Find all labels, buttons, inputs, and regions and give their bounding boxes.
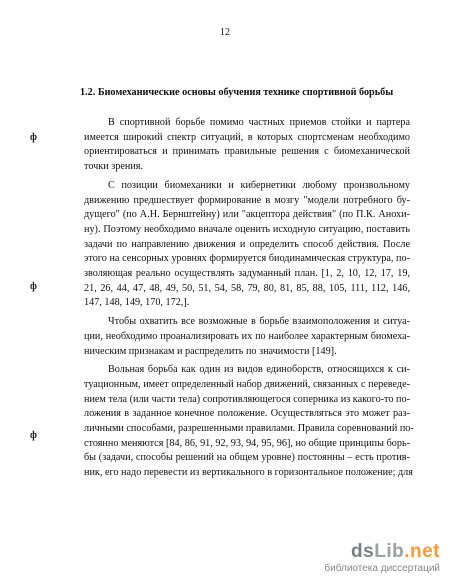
text-line: задачи по направлению движения и определить способ действия. После (84, 238, 410, 250)
body-text (84, 116, 414, 481)
text-line: ническим признакам и распределить по значимости [149]. (84, 345, 337, 357)
text-line: Вольная борьба как один из видов единоборств, относящихся к си- (108, 364, 410, 376)
text-line: зволяющая реально осуществлять задуманный план. [1, 2, 10, 12, 17, 19, (84, 268, 410, 280)
dslib-watermark[interactable] (324, 542, 440, 574)
text-line: ну). Поэтому необходимо вначале оценить исходную ситуацию, поставить (84, 223, 410, 235)
text-line: дущего" (по А.Н. Бернштейну) или "акцептора действия" (по П.К. Анохи- (84, 209, 410, 221)
margin-mark: ф (30, 430, 37, 441)
text-line: нием тела (или части тела) сопротивляющегося соперника из какого-то по- (84, 393, 410, 405)
page-number: 12 (220, 27, 230, 38)
text-line: точки зрения. (84, 161, 143, 173)
text-line: С позиции биомеханики и кибернетики любому произвольному (108, 179, 410, 191)
text-line: имеется широкий спектр ситуаций, в которых спортсменам необходимо (84, 131, 410, 143)
dslib-logo: dsLib.net (351, 541, 440, 562)
text-line: личными способами, разрешенными правилами. Правила соревнований по- (84, 423, 414, 435)
text-line: стоянно меняются [84, 86, 91, 92, 93, 94, 95, 96], но общие принципы борь- (84, 437, 410, 449)
text-line: бы (задачи, способы решений на общем уровне) постоянны – есть против- (84, 452, 410, 464)
section-heading: 1.2. Биомеханические основы обучения технике спортивной борьбы (80, 87, 394, 98)
text-line: туационным, имеет определенный набор движений, связанных с переведе- (84, 378, 410, 390)
text-line: движению предшествует формирование в мозгу "модели потребного бу- (84, 194, 410, 206)
text-line: 21, 26, 44, 47, 48, 49, 50, 51, 54, 58, 79, 80, 81, 85, 88, 105, 111, 112, 146, (84, 282, 410, 294)
text-line: ции, необходимо проанализировать их по наиболее характерным биомеха- (84, 330, 410, 342)
text-line: Чтобы охватить все возможные в борьбе взаимоположения и ситуа- (108, 316, 410, 328)
margin-mark: ф (30, 132, 37, 143)
text-line: ориентироваться и принимать правильные решения с биомеханической (84, 146, 410, 158)
text-line: этого на сенсорных уровнях формируется биодинамическая структура, по- (84, 253, 410, 265)
margin-mark: ф (30, 281, 37, 292)
text-line: ложения в заданное конечное положение. Осуществляться это может раз- (84, 408, 410, 420)
text-line: ник, его надо перевести из вертикального в горизонтальное положение; для (84, 467, 413, 479)
text-line: В спортивной борьбе помимо частных приемов стойки и партера (108, 117, 410, 128)
text-line: 147, 148, 149, 170, 172,]. (84, 297, 190, 309)
watermark-subtitle: библиотека диссертаций (324, 563, 440, 574)
